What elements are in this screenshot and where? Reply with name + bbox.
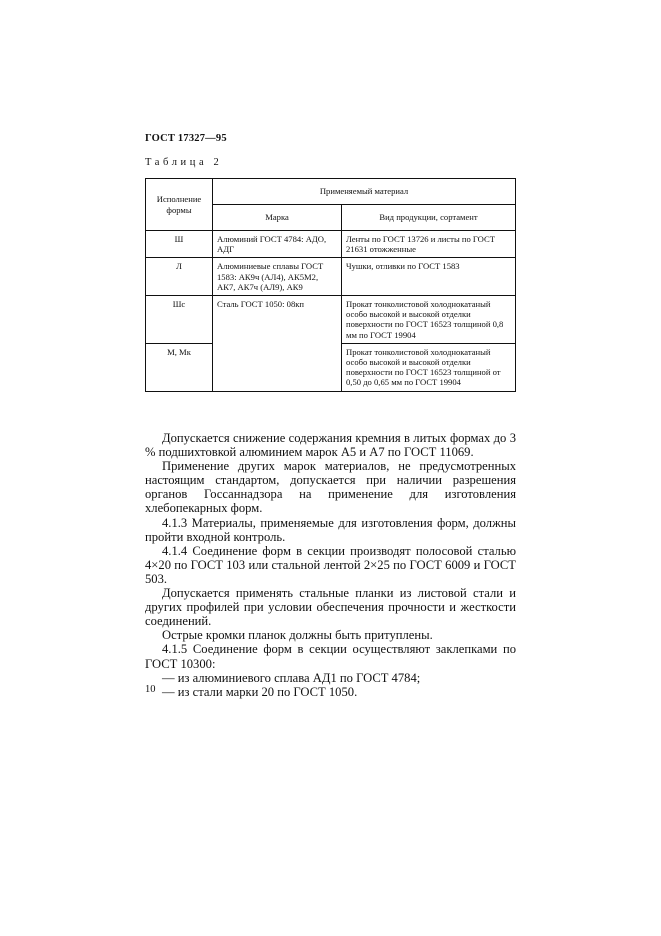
table-row [146,296,516,344]
table-row [146,258,516,296]
header-material: Применяемый материал [213,179,516,205]
list-item: — из стали марки 20 по ГОСТ 1050. [162,684,358,699]
table-row [146,343,516,391]
row-product: Прокат тонколистовой холоднокатаный особо высокой и высокой отделки поверхности по ГОСТ 16523 толщиной 0,8 мм по ГОСТ 19904 [342,296,516,344]
row-form: Ш [146,231,213,258]
header-product: Вид продукции, сортамент [342,205,516,231]
row-mark: Сталь ГОСТ 1050: 08кп [213,296,342,344]
page-number: 10 [145,684,156,695]
row-mark: Алюминий ГОСТ 4784: АДО, АДГ [213,231,342,258]
paragraph: Допускается снижение содержания кремния в литых формах до 3 % подшихтовкой алюминием марок А5 и А7 по ГОСТ 11069. [145,431,516,460]
table-caption: Таблица 2 [145,157,223,168]
row-form: Шс [146,296,213,344]
paragraph: 4.1.3 Материалы, применяемые для изготовления форм, должны пройти входной контроль. [145,515,516,544]
paragraph: Острые кромки планок должны быть притуплены. [162,628,433,643]
row-mark: Алюминиевые сплавы ГОСТ 1583: АК9ч (АЛ4), АК5М2, АК7, АК7ч (АЛ9), АК9 [213,258,342,296]
list-item: — из алюминиевого сплава АД1 по ГОСТ 4784; [162,670,421,685]
table-header-row [146,179,516,205]
paragraph: 4.1.4 Соединение форм в секции производят полосовой сталью 4×20 по ГОСТ 103 или стальной лентой 2×25 по ГОСТ 6009 и ГОСТ 503. [145,543,516,586]
paragraph: Допускается применять стальные планки из листовой стали и других профилей при условии обеспечения прочности и жесткости соединений. [145,586,516,629]
materials-table [145,178,516,392]
row-form: Л [146,258,213,296]
document-header: ГОСТ 17327—95 [145,133,227,144]
paragraph: Применение других марок материалов, не предусмотренных настоящим стандартом, допускается при наличии разрешения органов Госсаннадзора на применение для изготовления хлебопекарных форм. [145,459,516,516]
body-text [145,431,516,699]
row-product: Чушки, отливки по ГОСТ 1583 [342,258,516,296]
row-form: М, Мк [146,343,213,391]
row-product: Ленты по ГОСТ 13726 и листы по ГОСТ 21631 отожженные [342,231,516,258]
header-form: Исполнение формы [146,179,213,231]
header-mark: Марка [213,205,342,231]
paragraph: 4.1.5 Соединение форм в секции осуществляют заклепками по ГОСТ 10300: [145,642,516,671]
row-product: Прокат тонколистовой холоднокатаный особо высокой и высокой отделки поверхности по ГОСТ 16523 толщиной от 0,50 до 0,65 мм по ГОСТ 19904 [342,343,516,391]
row-mark [213,343,342,391]
table-row [146,231,516,258]
